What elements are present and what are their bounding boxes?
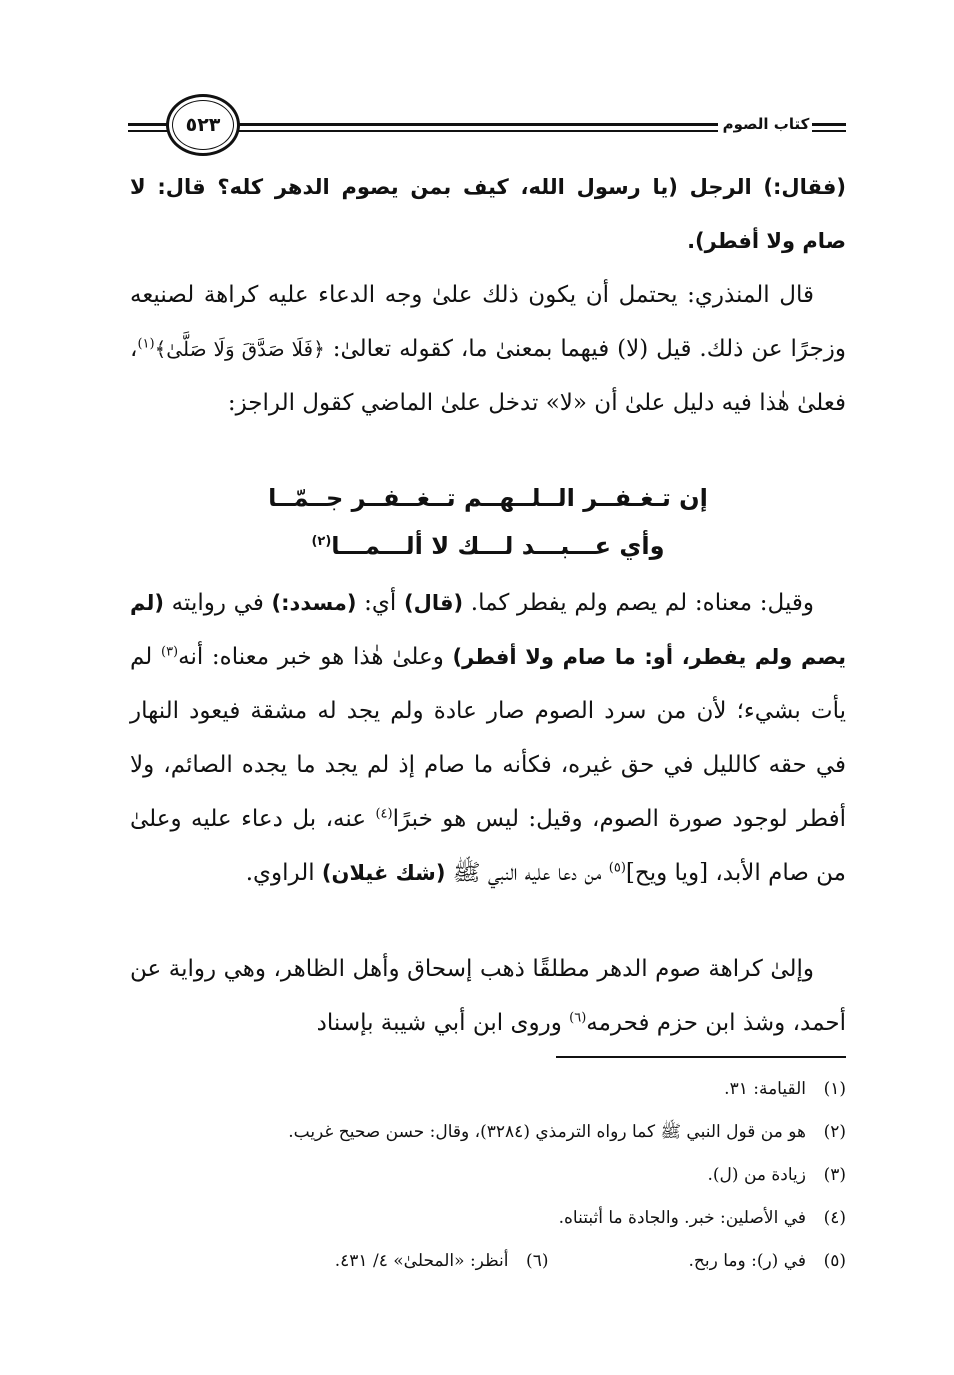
footnote-ref: (٥)	[608, 860, 626, 876]
text-run-bold: (لم يصم ولم يفطر، أو: ما صام ولا أفطر)	[130, 591, 846, 669]
footnote-text: في (ر): وما ربح.	[688, 1251, 806, 1271]
text-run: وقيل: معناه: لم يصم ولم يفطر كما.	[463, 590, 814, 616]
footnote-number: (٥)	[823, 1251, 846, 1271]
poem	[130, 474, 846, 570]
footnote-text: في الأصلين: خبر. والجادة ما أثبتناه.	[558, 1208, 806, 1228]
header-rule-right	[812, 123, 846, 135]
text-run: أي:	[356, 590, 404, 616]
text-run: الراوي.	[245, 860, 322, 886]
footnote-number: (٣)	[823, 1165, 846, 1185]
footnote-number: (٤)	[823, 1208, 846, 1228]
text-run: في روايته	[163, 590, 272, 616]
paragraph-4	[130, 942, 846, 1050]
footnote-ref: (١)	[137, 336, 155, 352]
header-rule-middle	[238, 123, 718, 135]
text-run-bold: (قال)	[404, 591, 464, 615]
poem-line-2-wrap	[130, 522, 846, 570]
paragraph-3	[130, 576, 846, 900]
text-run: (فقال:)	[763, 175, 846, 199]
footnote-number: (٢)	[823, 1122, 846, 1142]
footnote-text: هو من قول النبي ﷺ كما رواه الترمذي (٣٢٨٤)، وقال: حسن صحيح غريب.	[288, 1122, 806, 1142]
footnote-ref: (٦)	[569, 1010, 587, 1026]
footnote-row-5-6	[130, 1240, 846, 1283]
footnote-4	[130, 1197, 846, 1240]
text-run: لم يأت بشيء؛ لأن من سرد الصوم صار عادة ولم يجد له مشقة فيعود النهار في حقه كالليل في حق غيره، فكأنه ما صام إذ لم يجد ما يجده الصائم، ولا أفطر لوجود صورة الصوم، وقيل: ليس هو خبرًا	[130, 644, 846, 832]
footnote-text: زيادة من (ل).	[707, 1165, 806, 1185]
text-run: قال المنذري: يحتمل أن يكون ذلك علىٰ وجه الدعاء عليه كراهة لصنيعه وزجرًا عن ذلك. قيل (لا) فيهما بمعنىٰ ما، كقوله تعالىٰ:	[130, 282, 846, 362]
chapter-title: كتاب الصوم	[722, 115, 810, 133]
footnote-number: (٦)	[526, 1251, 549, 1271]
poem-line-1: إن تـغـفــر الــلــهــم تــغــفــر جــمّــا	[268, 484, 708, 512]
text-run: ، فعلىٰ هٰذا فيه دليل علىٰ أن «لا» تدخل علىٰ الماضي كقول الراجز:	[130, 336, 846, 416]
text-run-bold: (مسدد:)	[271, 591, 357, 615]
footnote-2	[130, 1111, 846, 1154]
footnote-text: أنظر: «المحلىٰ» ٤/ ٤٣١.	[334, 1251, 509, 1271]
footnote-1	[130, 1068, 846, 1111]
footnotes	[130, 1068, 846, 1283]
text-run: الرجل (يا رسول الله، كيف بمن يصوم الدهر كله؟ قال: لا صام ولا أفطر).	[130, 175, 846, 253]
text-run-bold: (شك غيلان)	[321, 861, 446, 885]
footnote-3	[130, 1154, 846, 1197]
footnote-text: القيامة: ٣١.	[724, 1079, 806, 1099]
poem-line-2: وأي عـــبـــد لـــك لا ألـــمـــا	[331, 532, 665, 560]
paragraph-1	[130, 160, 846, 268]
footnote-5	[688, 1240, 846, 1283]
page-number: ٥٢٣	[166, 94, 240, 156]
footnote-6	[335, 1240, 549, 1283]
footnote-separator	[556, 1056, 846, 1058]
text-run: من دعا عليه النبي ﷺ	[445, 860, 609, 886]
text-run: وإلىٰ كراهة صوم الدهر مطلقًا ذهب إسحاق وأهل الظاهر، وهي رواية عن أحمد، وشذ ابن حزم فحرمه	[130, 956, 846, 1036]
footnote-number: (١)	[823, 1079, 846, 1099]
paragraph-2	[130, 268, 846, 430]
quran-verse: ﴿فَلَا صَدَّقَ وَلَا صَلَّىٰ﴾	[154, 337, 325, 361]
footnote-ref: (٤)	[375, 806, 393, 822]
text-run: وروى ابن أبي شيبة بإسناد	[316, 1010, 570, 1036]
text-run: عنه، بل دعاء عليه وعلىٰ من صام الأبد، [ويا ويح]	[130, 806, 846, 886]
footnote-ref: (٢)	[311, 534, 332, 549]
text-run: وعلىٰ هٰذا هو خبر معناه: أنه	[178, 644, 453, 670]
footnote-ref: (٣)	[160, 644, 179, 660]
